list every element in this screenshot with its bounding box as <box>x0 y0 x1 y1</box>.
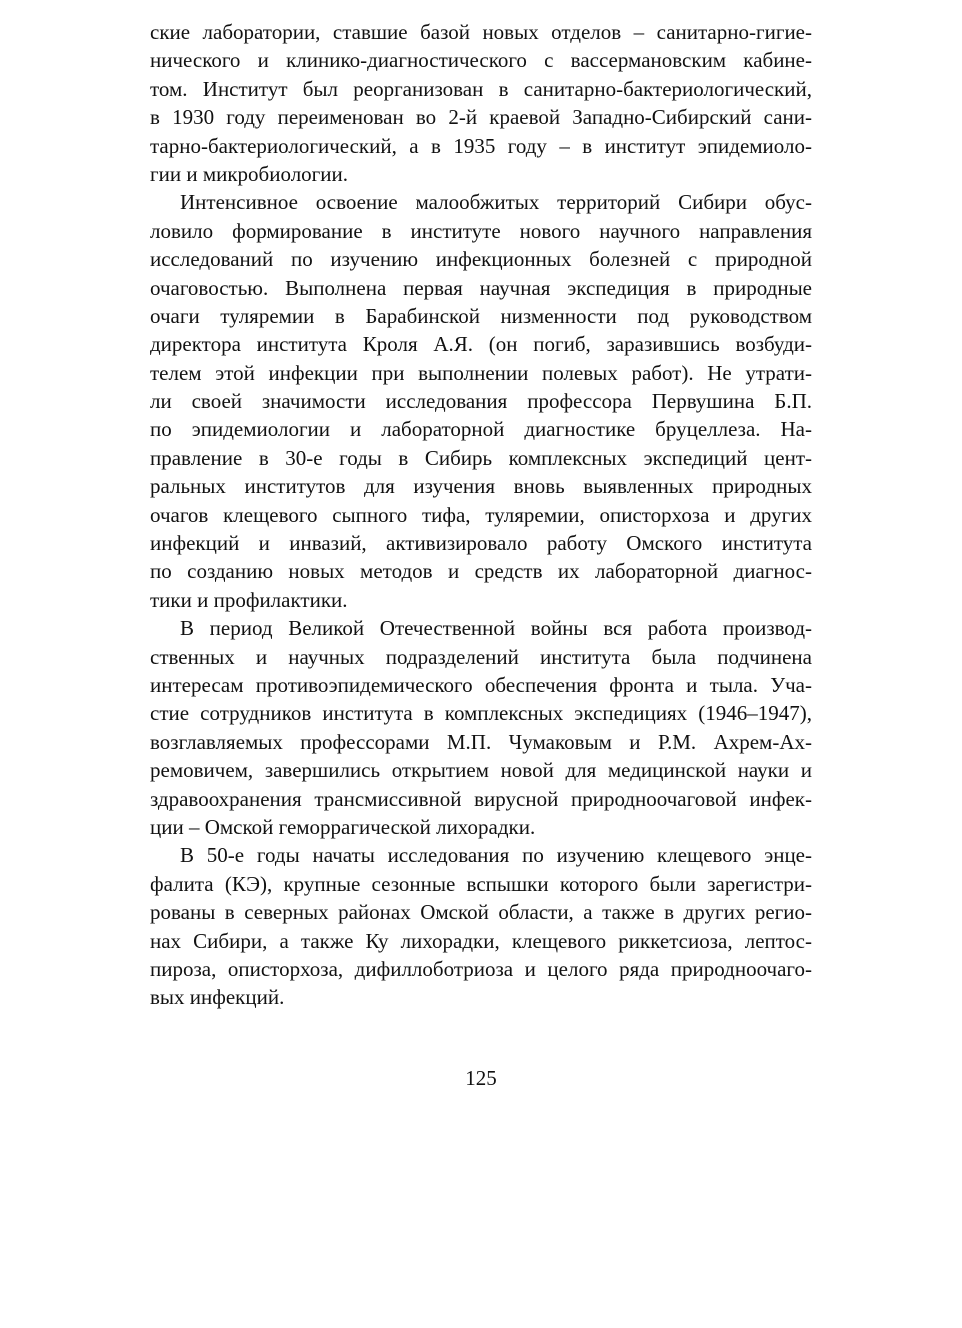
text-line: по эпидемиологии и лабораторной диагностике бруцеллеза. На- <box>150 417 812 442</box>
text-line: ции – Омской геморрагической лихорадки. <box>150 814 536 839</box>
text-line: нах Сибири, а также Ку лихорадки, клещевого риккетсиоза, лептос- <box>150 928 812 953</box>
text-line: интересам противоэпидемического обеспечения фронта и тыла. Уча- <box>150 672 812 697</box>
text-line: в 1930 году переименован во 2-й краевой Западно-Сибирский сани- <box>150 105 812 130</box>
text-line: пироза, описторхоза, дифиллоботриоза и целого ряда природноочаго- <box>150 956 812 981</box>
text-line: ремовичем, завершились открытием новой для медицинской науки и <box>150 758 812 783</box>
text-line: ральных институтов для изучения вновь выявленных природных <box>150 474 812 499</box>
text-line: по созданию новых методов и средств их лабораторной диагнос- <box>150 559 812 584</box>
paragraph-1 <box>150 18 812 188</box>
text-line: фалита (КЭ), крупные сезонные вспышки которого были зарегистри- <box>150 871 812 896</box>
text-line: В 50-е годы начаты исследования по изучению клещевого энце- <box>180 843 812 868</box>
text-line: стие сотрудников института в комплексных экспедициях (1946–1947), <box>150 701 812 726</box>
text-line: гии и микробиологии. <box>150 161 349 186</box>
text-line: директора института Кроля А.Я. (он погиб, заразившись возбуди- <box>150 332 812 357</box>
paragraph-3 <box>150 614 812 841</box>
text-line: Интенсивное освоение малообжитых территорий Сибири обус- <box>180 190 812 215</box>
text-line: тики и профилактики. <box>150 587 348 612</box>
text-line: ственных и научных подразделений института была подчинена <box>150 644 812 669</box>
page-number: 125 <box>465 1066 497 1090</box>
text-line: правление в 30-е годы в Сибирь комплексных экспедиций цент- <box>150 445 812 470</box>
text-line: возглавляемых профессорами М.П. Чумаковым и Р.М. Ахрем-Ах- <box>150 729 812 754</box>
text-line: исследований по изучению инфекционных болезней с природной <box>150 247 812 272</box>
body-text <box>150 18 812 1012</box>
text-line: ли своей значимости исследования профессора Первушина Б.П. <box>150 389 812 414</box>
text-line: ские лаборатории, ставшие базой новых отделов – санитарно-гигие- <box>150 20 812 44</box>
text-line: телем этой инфекции при выполнении полевых работ). Не утрати- <box>150 360 812 385</box>
text-line: В период Великой Отечественной войны вся работа производ- <box>180 616 812 641</box>
text-line: ловило формирование в институте нового научного направления <box>150 218 812 243</box>
text-line: рованы в северных районах Омской области, а также в других регио- <box>150 900 812 925</box>
text-line: очаговостью. Выполнена первая научная экспедиция в природные <box>150 275 812 300</box>
text-line: инфекций и инвазий, активизировало работу Омского института <box>150 531 812 556</box>
text-line: очагов клещевого сыпного тифа, туляремии, описторхоза и других <box>150 502 812 527</box>
paragraph-2 <box>150 188 812 614</box>
text-line: очаги туляремии в Барабинской низменности под руководством <box>150 303 812 328</box>
text-line: том. Институт был реорганизован в санитарно-бактериологический, <box>150 76 812 101</box>
paragraph-4 <box>150 841 812 1011</box>
text-line: нического и клинико-диагностического с вассермановским кабине- <box>150 48 812 73</box>
text-line: здравоохранения трансмиссивной вирусной природноочаговой инфек- <box>150 786 812 811</box>
text-line: тарно-бактериологический, а в 1935 году – в институт эпидемиоло- <box>150 133 812 158</box>
text-line: вых инфекций. <box>150 985 285 1010</box>
